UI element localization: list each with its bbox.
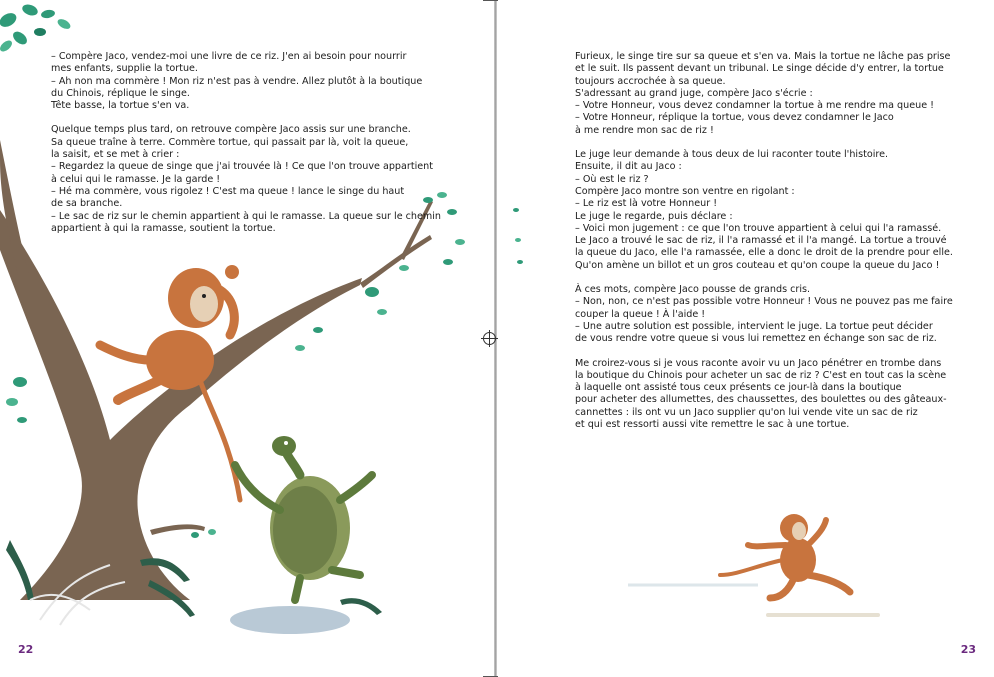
text-line: Qu'on amène un billot et un gros couteau et qu'on coupe la queue du Jaco ! [575, 259, 940, 271]
text-line: toujours accrochée à sa queue. [575, 75, 726, 87]
text-line: Furieux, le singe tire sur sa queue et s'en va. Mais la tortue ne lâche pas prise [575, 51, 951, 62]
left-page-text [51, 51, 441, 247]
turtle-figure [230, 436, 372, 634]
left-paragraph [51, 124, 441, 235]
right-paragraph [575, 284, 953, 345]
text-line: couper la queue ! À l'aide ! [575, 308, 706, 320]
right-paragraph [575, 51, 951, 137]
registration-mark-left [483, 332, 496, 345]
text-line: Compère Jaco montre son ventre en rigolant : [575, 185, 795, 197]
text-line: la boutique du Chinois pour acheter un sac de riz ? C'est en tout cas la scène [575, 369, 947, 381]
text-line: – Hé ma commère, vous rigolez ! C'est ma queue ! lance le singe du haut [51, 185, 405, 197]
text-line: la saisit, et se met à crier : [51, 149, 180, 161]
text-line: appartient à qui la ramasse, soutient la tortue. [51, 222, 276, 234]
text-line: de sa branche. [51, 198, 123, 210]
text-line: Tête basse, la tortue s'en va. [51, 100, 190, 112]
text-line: pour acheter des allumettes, des chaussettes, des boulettes ou des gâteaux- [575, 394, 947, 406]
text-line: Le juge leur demande à tous deux de lui raconter toute l'histoire. [575, 149, 889, 161]
text-line: à celui qui le ramasse. Je la garde ! [51, 173, 221, 185]
text-line: cannettes : ils ont vu un Jaco supplier qu'on lui vende vite un sac de riz [575, 406, 918, 418]
left-paragraph [51, 51, 421, 112]
text-line: de vous rendre votre queue si vous lui remettez en échange son sac de riz. [575, 333, 937, 345]
text-line: Le Jaco a trouvé le sac de riz, il l'a ramassé et il l'a mangé. La tortue a trouvé [575, 235, 947, 247]
text-line: Le juge le regarde, puis déclare : [575, 210, 733, 222]
text-line: à laquelle ont assisté tous ceux présents ce jour-là dans la boutique [575, 382, 902, 394]
right-page-text [575, 51, 953, 443]
text-line: – Voici mon jugement : ce que l'on trouve appartient à celui qui l'a ramassé. [575, 222, 942, 234]
text-line: Sa queue traîne à terre. Commère tortue, qui passait par là, voit la queue, [51, 136, 409, 148]
text-line: à me rendre mon sac de riz ! [575, 124, 714, 136]
text-line: – Le sac de riz sur le chemin appartient à qui le ramasse. La queue sur le chemin [51, 210, 441, 222]
right-paragraph [575, 149, 953, 272]
text-line: – Regardez la queue de singe que j'ai trouvée là ! Ce que l'on trouve appartient [51, 161, 434, 173]
text-line: – Ah non ma commère ! Mon riz n'est pas à vendre. Allez plutôt à la boutique [51, 75, 423, 87]
text-line: et le suit. Ils passent devant un tribunal. Le singe décide d'y entrer, la tortue [575, 63, 944, 75]
text-line: – Une autre solution est possible, intervient le juge. La tortue peut décider [575, 320, 933, 332]
text-line: S'adressant au grand juge, compère Jaco s'écrie : [575, 87, 813, 99]
text-line: Quelque temps plus tard, on retrouve compère Jaco assis sur une branche. [51, 124, 411, 136]
text-line: – Où est le riz ? [575, 173, 649, 185]
text-line: Me croirez-vous si je vous raconte avoir vu un Jaco pénétrer en trombe dans [575, 357, 942, 369]
right-edge-leaves [513, 208, 523, 264]
text-line: mes enfants, supplie la tortue. [51, 63, 198, 75]
text-line: – Non, non, ce n'est pas possible votre Honneur ! Vous ne pouvez pas me faire [575, 296, 953, 308]
text-line: À ces mots, compère Jaco pousse de grands cris. [575, 284, 811, 296]
page-number-right: 23 [960, 643, 976, 656]
right-paragraph [575, 358, 945, 432]
text-line: et qui est ressorti aussi vite remettre le sac à une tortue. [575, 419, 850, 431]
page-number-left: 22 [18, 643, 34, 656]
text-line: – Compère Jaco, vendez-moi une livre de ce riz. J'en ai besoin pour nourrir [51, 51, 407, 62]
text-line: – Votre Honneur, vous devez condamner la tortue à me rendre ma queue ! [575, 100, 935, 112]
text-line: – Votre Honneur, réplique la tortue, vous devez condamner le Jaco [575, 112, 894, 124]
text-line: du Chinois, réplique le singe. [51, 87, 190, 99]
left-page [0, 0, 495, 677]
top-leaves [0, 3, 72, 54]
text-line: Ensuite, il dit au Jaco : [575, 161, 682, 173]
text-line: – Le riz est là votre Honneur ! [575, 198, 718, 210]
text-line: la queue du Jaco, elle l'a ramassée, elle a donc le droit de la prendre pour elle. [575, 247, 953, 259]
right-page [498, 0, 994, 677]
running-monkey [628, 514, 878, 615]
